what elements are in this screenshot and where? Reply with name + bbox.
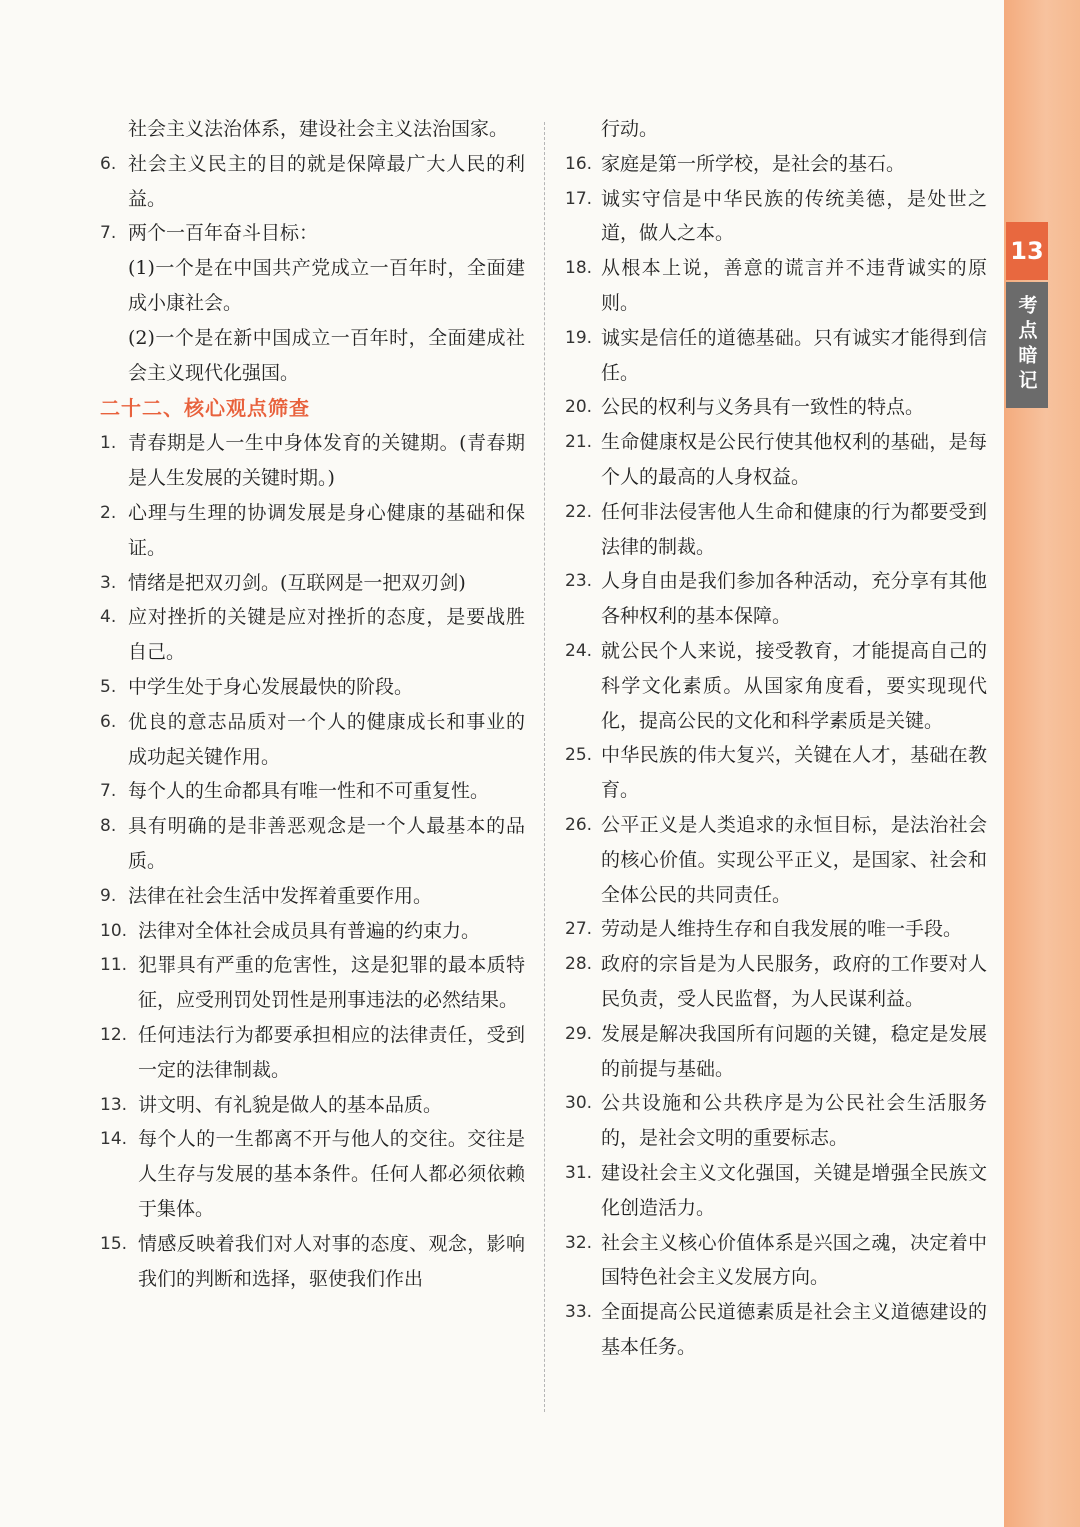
item-number: 28. — [565, 954, 593, 975]
item-number: 29. — [565, 1023, 593, 1044]
item-number: 27. — [565, 919, 593, 940]
list-item — [565, 321, 987, 391]
continuation-text: 社会主义法治体系，建设社会主义法治国家。 — [128, 118, 509, 140]
item-text: 发展是解决我国所有问题的关键，稳定是发展的前提与基础。 — [601, 1022, 987, 1080]
left-column — [100, 112, 525, 1296]
item-number: 24. — [565, 640, 593, 661]
item-text: 政府的宗旨是为人民服务，政府的工作要对人民负责，受人民监督，为人民谋利益。 — [601, 953, 987, 1010]
left-item-list — [100, 426, 525, 1296]
item-text: 青春期是人一生中身体发育的关键期。(青春期是人生发展的关键时期。) — [128, 432, 525, 490]
list-item — [565, 425, 987, 495]
item-number: 23. — [565, 571, 593, 592]
item-number: 8. — [100, 816, 117, 837]
item-number: 20. — [565, 397, 593, 418]
item-text: 全面提高公民道德素质是社会主义道德建设的基本任务。 — [601, 1301, 987, 1358]
chapter-label: 考点暗记 — [1015, 295, 1038, 395]
list-item: 7. 两个一百年奋斗目标： — [100, 222, 319, 245]
item-text: 社会主义核心价值体系是兴国之魂，决定着中国特色社会主义发展方向。 — [601, 1231, 987, 1289]
right-column — [565, 112, 987, 1365]
sub-list-item: (2)一个是在新中国成立一百年时，全面建成社会主义现代化强国。 — [128, 326, 525, 384]
list-item — [100, 948, 525, 1018]
list-item — [100, 705, 525, 775]
list-item — [565, 390, 987, 425]
item-number: 15. — [100, 1233, 128, 1254]
list-item — [565, 147, 987, 182]
item-text: 人身自由是我们参加各种活动，充分享有其他各种权利的基本保障。 — [601, 570, 987, 628]
item-text: 优良的意志品质对一个人的健康成长和事业的成功起关键作用。 — [128, 710, 525, 768]
item-text: 公共设施和公共秩序是为公民社会生活服务的，是社会文明的重要标志。 — [601, 1092, 987, 1150]
list-item — [565, 1156, 987, 1226]
list-item — [100, 600, 525, 670]
list-item — [100, 914, 525, 949]
item-number: 13. — [100, 1094, 128, 1115]
list-item — [100, 809, 525, 879]
item-number: 4. — [100, 607, 117, 628]
list-item — [565, 738, 987, 808]
list-item — [100, 670, 525, 705]
chapter-number-tab: 13 — [1006, 222, 1048, 280]
chapter-label-tab — [1006, 282, 1048, 408]
item-number: 22. — [565, 501, 593, 522]
item-text: 犯罪具有严重的危害性，这是犯罪的最本质特征，应受刑罚处罚性是刑事违法的必然结果。 — [138, 954, 525, 1012]
item-number: 32. — [565, 1232, 593, 1253]
item-text: 劳动是人维持生存和自我发展的唯一手段。 — [601, 918, 963, 941]
list-item — [100, 774, 525, 809]
item-text: 法律对全体社会成员具有普遍的约束力。 — [138, 919, 481, 942]
item-text: 中学生处于身心发展最快的阶段。 — [128, 675, 414, 698]
item-number: 7. — [100, 781, 117, 802]
right-item-list — [565, 147, 987, 1365]
continuation-text: 行动。 — [601, 118, 659, 140]
item-text: 每个人的生命都具有唯一性和不可重复性。 — [128, 780, 490, 803]
item-number: 17. — [565, 188, 593, 209]
item-number: 5. — [100, 676, 117, 697]
item-number: 1. — [100, 433, 117, 454]
item-number: 6. — [100, 711, 117, 732]
item-text: 就公民个人来说，接受教育，才能提高自己的科学文化素质。从国家角度看，要实现现代化，提高公民的文化和科学素质是关键。 — [601, 639, 987, 732]
item-number: 2. — [100, 502, 117, 523]
item-text: 诚实守信是中华民族的传统美德，是处世之道，做人之本。 — [601, 187, 987, 245]
item-number: 16. — [565, 153, 593, 174]
item-text: 心理与生理的协调发展是身心健康的基础和保证。 — [128, 501, 525, 559]
item-number: 12. — [100, 1024, 128, 1045]
item-number: 21. — [565, 432, 593, 453]
item-number: 3. — [100, 572, 117, 593]
item-text: 应对挫折的关键是应对挫折的态度，是要战胜自己。 — [128, 606, 525, 664]
item-text: 公民的权利与义务具有一致性的特点。 — [601, 396, 925, 419]
list-item — [565, 182, 987, 252]
item-text: 讲文明、有礼貌是做人的基本品质。 — [138, 1093, 443, 1116]
item-text: 具有明确的是非善恶观念是一个人最基本的品质。 — [128, 815, 525, 872]
item-text: 每个人的一生都离不开与他人的交往。交往是人生存与发展的基本条件。任何人都必须依赖于集体。 — [138, 1128, 525, 1220]
item-number: 33. — [565, 1302, 593, 1323]
item-text: 诚实是信任的道德基础。只有诚实才能得到信任。 — [601, 326, 987, 384]
column-divider — [544, 122, 545, 1412]
item-text: 从根本上说，善意的谎言并不违背诚实的原则。 — [601, 257, 987, 314]
item-number: 25. — [565, 745, 593, 766]
item-text: 建设社会主义文化强国，关键是增强全民族文化创造活力。 — [601, 1161, 987, 1219]
item-text: 法律在社会生活中发挥着重要作用。 — [128, 884, 433, 907]
list-item — [100, 879, 525, 914]
list-item — [565, 808, 987, 912]
list-item — [100, 1088, 525, 1123]
list-item — [100, 1122, 525, 1226]
item-text: 公平正义是人类追求的永恒目标，是法治社会的核心价值。实现公平正义，是国家、社会和全体公民的共同责任。 — [601, 813, 987, 906]
item-number: 19. — [565, 327, 593, 348]
list-item — [565, 947, 987, 1017]
item-number: 14. — [100, 1129, 128, 1150]
list-item — [565, 495, 987, 565]
item-text: 家庭是第一所学校，是社会的基石。 — [601, 152, 906, 175]
list-item — [100, 566, 525, 601]
item-number: 30. — [565, 1093, 593, 1114]
list-item — [100, 1018, 525, 1088]
item-number: 10. — [100, 920, 128, 941]
list-item — [565, 1295, 987, 1365]
item-number: 31. — [565, 1162, 593, 1183]
item-text: 情感反映着我们对人对事的态度、观念，影响我们的判断和选择，驱使我们作出 — [138, 1232, 525, 1290]
list-item — [565, 564, 987, 634]
item-number: 9. — [100, 885, 117, 906]
list-item — [565, 634, 987, 738]
list-item — [565, 251, 987, 321]
list-item — [565, 912, 987, 947]
list-item — [565, 1017, 987, 1087]
item-text: 情绪是把双刃剑。(互联网是一把双刃剑) — [128, 571, 466, 594]
item-number: 26. — [565, 814, 593, 835]
item-text: 任何违法行为都要承担相应的法律责任，受到一定的法律制裁。 — [138, 1023, 525, 1081]
item-text: 生命健康权是公民行使其他权利的基础，是每个人的最高的人身权益。 — [601, 431, 987, 488]
item-number: 11. — [100, 955, 128, 976]
list-item — [565, 1226, 987, 1296]
list-item — [565, 1086, 987, 1156]
item-text: 中华民族的伟大复兴，关键在人才，基础在教育。 — [601, 744, 987, 802]
item-text: 任何非法侵害他人生命和健康的行为都要受到法律的制裁。 — [601, 500, 987, 558]
list-item — [100, 1227, 525, 1297]
item-number: 18. — [565, 258, 593, 279]
list-item — [100, 426, 525, 496]
sub-list-item: (1)一个是在中国共产党成立一百年时，全面建成小康社会。 — [128, 257, 525, 314]
list-item: 6. 社会主义民主的目的就是保障最广大人民的利益。 — [100, 152, 525, 210]
section-title: 二十二、核心观点筛查 — [100, 396, 310, 421]
list-item — [100, 496, 525, 566]
